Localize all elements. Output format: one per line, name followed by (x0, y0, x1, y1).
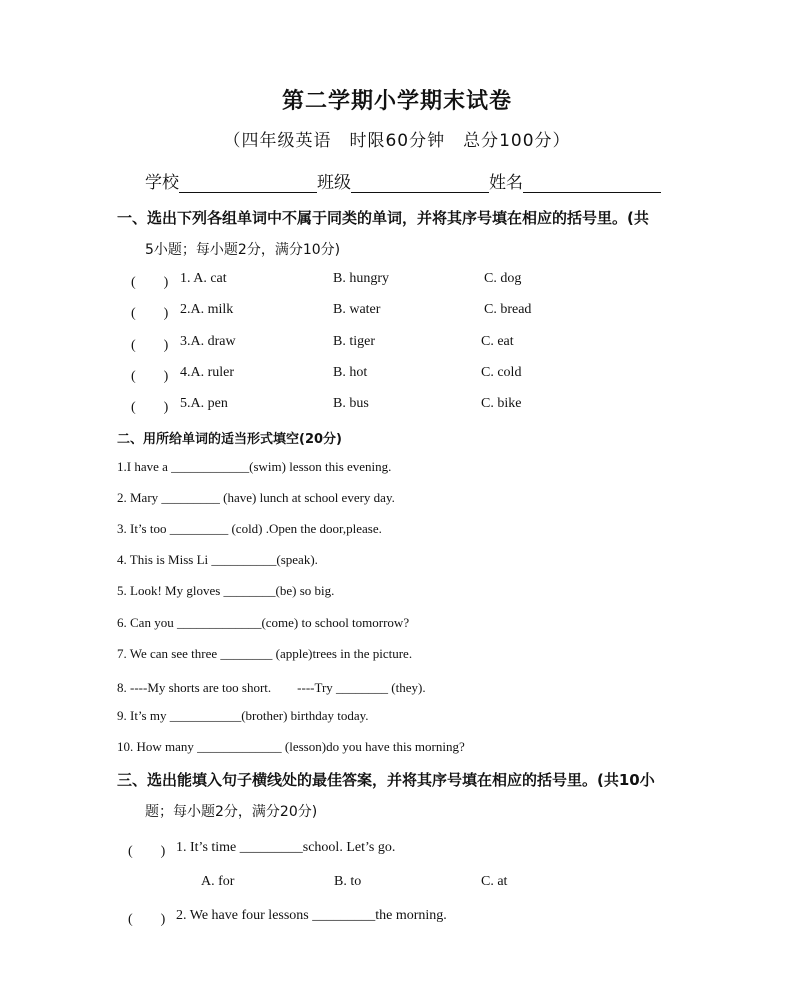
name-blank[interactable] (523, 174, 661, 193)
fill-blank-question: 8. ----My shorts are too short. ----Try ________ (they). (117, 680, 426, 695)
option-c: C. bread (484, 302, 532, 317)
school-label: 学校 (145, 173, 179, 193)
option-b: B. tiger (333, 334, 375, 349)
fill-blank-question: 3. It’s too _________ (cold) .Open the door,please. (117, 521, 382, 536)
option-b: B. hot (333, 365, 368, 380)
answer-paren[interactable]: ( ) (128, 912, 166, 927)
answer-paren[interactable]: ( ) (131, 306, 169, 321)
page-title: 第二学期小学期末试卷 (281, 89, 512, 114)
option-b: B. to (334, 874, 362, 889)
fill-blank-question: 2. Mary _________ (have) lunch at school every day. (117, 490, 395, 505)
option-b: B. hungry (333, 271, 389, 286)
option-a: 2.A. milk (180, 302, 234, 317)
section3-heading-cont: 题；每小题2分，满分20分) (145, 804, 318, 820)
option-c: C. eat (481, 334, 514, 349)
fill-blank-question: 10. How many _____________ (lesson)do you have this morning? (117, 739, 465, 754)
student-info-row (145, 168, 661, 193)
option-a: 5.A. pen (180, 396, 228, 411)
fill-blank-question: 5. Look! My gloves ________(be) so big. (117, 583, 335, 598)
option-b: B. bus (333, 396, 369, 411)
fill-blank-question: 4. This is Miss Li __________(speak). (117, 552, 318, 567)
fill-blank-question: 7. We can see three ________ (apple)trees in the picture. (117, 646, 413, 661)
exam-subtitle: （四年级英语 时限60分钟 总分100分） (223, 131, 571, 151)
fill-blank-question: 1.I have a ____________(swim) lesson this evening. (117, 459, 392, 474)
class-blank[interactable] (351, 174, 489, 193)
answer-paren[interactable]: ( ) (131, 400, 169, 415)
section1-heading-cont: 5小题；每小题2分，满分10分) (145, 242, 341, 258)
school-blank[interactable] (179, 174, 317, 193)
section1-heading: 一、选出下列各组单词中不属于同类的单词，并将其序号填在相应的括号里。(共 (117, 209, 649, 227)
option-a: 4.A. ruler (180, 365, 235, 380)
option-a: 1. A. cat (180, 271, 227, 286)
option-c: C. at (481, 874, 508, 889)
answer-paren[interactable]: ( ) (131, 338, 169, 353)
fill-blank-question: 9. It’s my ___________(brother) birthday today. (117, 708, 369, 723)
option-c: C. bike (481, 396, 522, 411)
fill-blank-question: 6. Can you _____________(come) to school tomorrow? (117, 615, 410, 630)
section2-heading: 二、用所给单词的适当形式填空(20分) (117, 432, 342, 447)
section3-heading: 三、选出能填入句子横线处的最佳答案，并将其序号填在相应的括号里。(共10小 (117, 771, 655, 789)
option-b: B. water (333, 302, 381, 317)
name-label: 姓名 (489, 173, 523, 193)
option-a: A. for (201, 874, 235, 889)
choice-question: 2. We have four lessons _________the morning. (176, 908, 447, 923)
option-c: C. cold (481, 365, 522, 380)
class-label: 班级 (317, 173, 351, 193)
option-c: C. dog (484, 271, 522, 286)
answer-paren[interactable]: ( ) (131, 275, 169, 290)
choice-question: 1. It’s time _________school. Let’s go. (176, 840, 396, 855)
option-a: 3.A. draw (180, 334, 236, 349)
answer-paren[interactable]: ( ) (128, 844, 166, 859)
answer-paren[interactable]: ( ) (131, 369, 169, 384)
